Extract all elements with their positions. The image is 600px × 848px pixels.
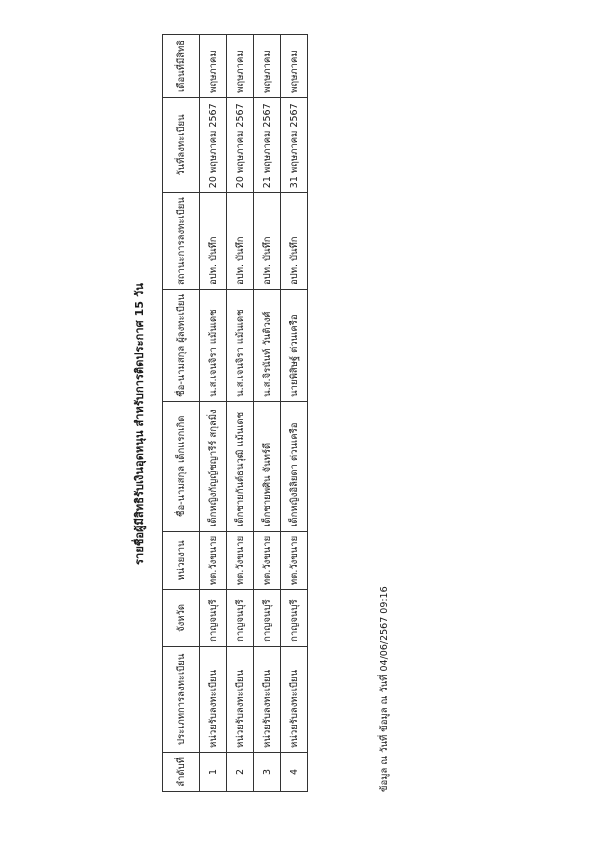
cell-agency: ทต.วังขนาย — [281, 531, 308, 589]
cell-registration-status: อปท. บันทึก — [281, 193, 308, 290]
cell-registration-type: หน่วยรับลงทะเบียน — [254, 646, 281, 752]
cell-registration-date: 31 พฤษภาคม 2567 — [281, 97, 308, 192]
header-province: จังหวัด — [163, 590, 200, 647]
header-registration-date: วันที่ลงทะเบียน — [163, 97, 200, 192]
header-registrant-name: ชื่อ-นามสกุล ผู้ลงทะเบียน — [163, 290, 200, 402]
header-registration-status: สถานะการลงทะเบียน — [163, 193, 200, 290]
cell-registration-type: หน่วยรับลงทะเบียน — [227, 646, 254, 752]
registration-table — [162, 34, 308, 792]
document-page — [130, 34, 470, 814]
cell-eligible-month: พฤษภาคม — [281, 35, 308, 98]
table-row — [227, 35, 254, 792]
data-timestamp-note: ข้อมูล ณ วันที่ ข้อมูล ณ วันที่ 04/06/2567 09:16 — [379, 586, 390, 792]
cell-order: 1 — [200, 752, 227, 791]
cell-agency: ทต.วังขนาย — [227, 531, 254, 589]
header-eligible-month: เดือนที่มีสิทธิ — [163, 35, 200, 98]
cell-registrant-name: น.ส.เจนจิรา แม้นเดช — [227, 290, 254, 402]
table-header-row — [163, 35, 200, 792]
table-row — [254, 35, 281, 792]
cell-order: 2 — [227, 752, 254, 791]
cell-registrant-name: น.ส.จิรนันท์ วันติวงศ์ — [254, 290, 281, 402]
cell-registrant-name: น.ส.เจนจิรา แม้นเดช — [200, 290, 227, 402]
cell-province: กาญจนบุรี — [200, 590, 227, 647]
header-agency: หน่วยงาน — [163, 531, 200, 589]
header-order: ลำดับที่ — [163, 752, 200, 791]
cell-registration-type: หน่วยรับลงทะเบียน — [200, 646, 227, 752]
document-title: รายชื่อผู้มีสิทธิรับเงินอุดหนุน สำหรับการติดประกาศ 15 วัน — [133, 283, 146, 565]
cell-eligible-month: พฤษภาคม — [254, 35, 281, 98]
cell-eligible-month: พฤษภาคม — [200, 35, 227, 98]
cell-order: 4 — [281, 752, 308, 791]
table-row — [200, 35, 227, 792]
header-registration-type: ประเภทการลงทะเบียน — [163, 646, 200, 752]
cell-eligible-month: พฤษภาคม — [227, 35, 254, 98]
cell-province: กาญจนบุรี — [254, 590, 281, 647]
cell-agency: ทต.วังขนาย — [254, 531, 281, 589]
cell-province: กาญจนบุรี — [227, 590, 254, 647]
cell-registrant-name: นายพิสิษฐ์ ต่วนเครือ — [281, 290, 308, 402]
cell-registration-date: 21 พฤษภาคม 2567 — [254, 97, 281, 192]
cell-newborn-name: เด็กชายกันต์ธนวุฒิ แม้นเดช — [227, 401, 254, 531]
cell-order: 3 — [254, 752, 281, 791]
cell-newborn-name: เด็กชายพศิน จันทร์ดี — [254, 401, 281, 531]
cell-province: กาญจนบุรี — [281, 590, 308, 647]
cell-agency: ทต.วังขนาย — [200, 531, 227, 589]
header-newborn-name: ชื่อ-นามสกุล เด็กแรกเกิด — [163, 401, 200, 531]
cell-registration-status: อปท. บันทึก — [227, 193, 254, 290]
cell-registration-type: หน่วยรับลงทะเบียน — [281, 646, 308, 752]
cell-registration-status: อปท. บันทึก — [254, 193, 281, 290]
cell-newborn-name: เด็กหญิงกัญญ์ชญารีร์ สกุลมิ่ง — [200, 401, 227, 531]
cell-registration-date: 20 พฤษภาคม 2567 — [200, 97, 227, 192]
cell-registration-status: อปท. บันทึก — [200, 193, 227, 290]
cell-registration-date: 20 พฤษภาคม 2567 — [227, 97, 254, 192]
table-row — [281, 35, 308, 792]
cell-newborn-name: เด็กหญิงอิลิยดา ต่วนเครือ — [281, 401, 308, 531]
